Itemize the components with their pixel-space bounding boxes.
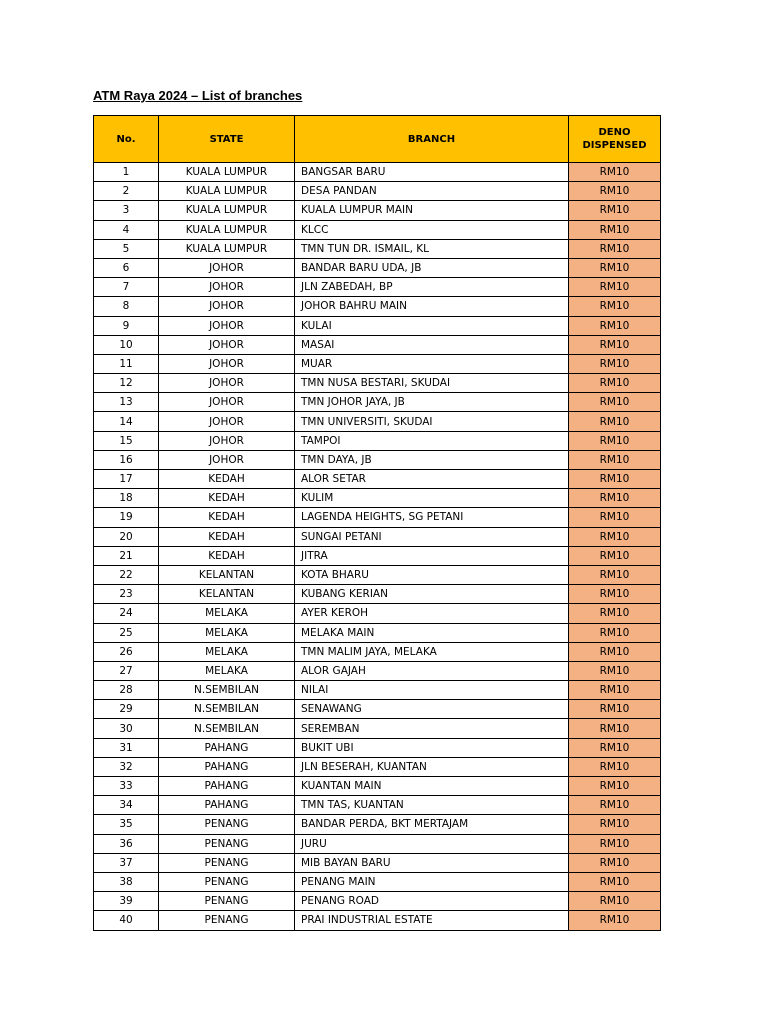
table-row	[94, 661, 661, 680]
cell-branch: SEREMBAN	[295, 719, 569, 738]
cell-branch: SUNGAI PETANI	[295, 527, 569, 546]
cell-branch: TMN TAS, KUANTAN	[295, 796, 569, 815]
cell-branch: BANDAR PERDA, BKT MERTAJAM	[295, 815, 569, 834]
table-row	[94, 278, 661, 297]
cell-deno: RM10	[569, 681, 661, 700]
cell-deno: RM10	[569, 374, 661, 393]
cell-state: JOHOR	[159, 278, 295, 297]
cell-no: 34	[94, 796, 159, 815]
table-header	[94, 116, 661, 163]
cell-state: MELAKA	[159, 661, 295, 680]
cell-state: JOHOR	[159, 431, 295, 450]
cell-branch: KUANTAN MAIN	[295, 777, 569, 796]
cell-deno: RM10	[569, 777, 661, 796]
cell-deno: RM10	[569, 700, 661, 719]
cell-no: 10	[94, 335, 159, 354]
cell-no: 8	[94, 297, 159, 316]
cell-no: 33	[94, 777, 159, 796]
cell-branch: BUKIT UBI	[295, 738, 569, 757]
table-row	[94, 297, 661, 316]
cell-branch: JLN ZABEDAH, BP	[295, 278, 569, 297]
table-row	[94, 757, 661, 776]
cell-deno: RM10	[569, 604, 661, 623]
cell-state: KUALA LUMPUR	[159, 220, 295, 239]
table-row	[94, 527, 661, 546]
cell-state: N.SEMBILAN	[159, 719, 295, 738]
cell-state: MELAKA	[159, 604, 295, 623]
cell-deno: RM10	[569, 585, 661, 604]
cell-deno: RM10	[569, 201, 661, 220]
cell-deno: RM10	[569, 470, 661, 489]
table-row	[94, 489, 661, 508]
table-row	[94, 892, 661, 911]
table-row	[94, 508, 661, 527]
cell-state: PAHANG	[159, 757, 295, 776]
cell-state: KUALA LUMPUR	[159, 239, 295, 258]
cell-state: JOHOR	[159, 450, 295, 469]
cell-no: 27	[94, 661, 159, 680]
table-row	[94, 796, 661, 815]
cell-branch: JLN BESERAH, KUANTAN	[295, 757, 569, 776]
cell-deno: RM10	[569, 565, 661, 584]
cell-branch: TMN TUN DR. ISMAIL, KL	[295, 239, 569, 258]
cell-branch: TMN MALIM JAYA, MELAKA	[295, 642, 569, 661]
table-row	[94, 585, 661, 604]
cell-state: JOHOR	[159, 316, 295, 335]
cell-no: 14	[94, 412, 159, 431]
cell-deno: RM10	[569, 316, 661, 335]
table-row	[94, 872, 661, 891]
header-row	[94, 116, 661, 163]
cell-deno: RM10	[569, 431, 661, 450]
cell-state: MELAKA	[159, 642, 295, 661]
cell-branch: TMN DAYA, JB	[295, 450, 569, 469]
cell-deno: RM10	[569, 508, 661, 527]
cell-state: N.SEMBILAN	[159, 700, 295, 719]
cell-branch: BANDAR BARU UDA, JB	[295, 258, 569, 277]
cell-deno: RM10	[569, 546, 661, 565]
cell-deno: RM10	[569, 623, 661, 642]
cell-no: 26	[94, 642, 159, 661]
cell-state: KUALA LUMPUR	[159, 201, 295, 220]
cell-deno: RM10	[569, 220, 661, 239]
branch-table	[93, 115, 661, 931]
cell-deno: RM10	[569, 450, 661, 469]
cell-deno: RM10	[569, 853, 661, 872]
cell-state: PAHANG	[159, 796, 295, 815]
cell-no: 1	[94, 163, 159, 182]
table-row	[94, 911, 661, 930]
cell-no: 13	[94, 393, 159, 412]
cell-no: 30	[94, 719, 159, 738]
cell-deno: RM10	[569, 661, 661, 680]
cell-deno: RM10	[569, 489, 661, 508]
cell-state: JOHOR	[159, 412, 295, 431]
cell-state: PAHANG	[159, 777, 295, 796]
cell-branch: JITRA	[295, 546, 569, 565]
cell-no: 22	[94, 565, 159, 584]
table-row	[94, 604, 661, 623]
cell-branch: JOHOR BAHRU MAIN	[295, 297, 569, 316]
cell-state: KEDAH	[159, 470, 295, 489]
cell-state: JOHOR	[159, 354, 295, 373]
cell-state: JOHOR	[159, 374, 295, 393]
cell-deno: RM10	[569, 872, 661, 891]
table-row	[94, 546, 661, 565]
table-row	[94, 738, 661, 757]
cell-branch: MUAR	[295, 354, 569, 373]
cell-branch: PRAI INDUSTRIAL ESTATE	[295, 911, 569, 930]
table-row	[94, 853, 661, 872]
header-branch: BRANCH	[295, 116, 569, 163]
cell-state: JOHOR	[159, 258, 295, 277]
cell-no: 2	[94, 182, 159, 201]
cell-deno: RM10	[569, 354, 661, 373]
cell-no: 29	[94, 700, 159, 719]
cell-state: JOHOR	[159, 297, 295, 316]
cell-deno: RM10	[569, 527, 661, 546]
cell-state: KEDAH	[159, 508, 295, 527]
cell-branch: SENAWANG	[295, 700, 569, 719]
table-row	[94, 393, 661, 412]
cell-deno: RM10	[569, 911, 661, 930]
table-row	[94, 777, 661, 796]
cell-no: 36	[94, 834, 159, 853]
cell-no: 21	[94, 546, 159, 565]
cell-no: 35	[94, 815, 159, 834]
cell-deno: RM10	[569, 738, 661, 757]
cell-branch: AYER KEROH	[295, 604, 569, 623]
table-row	[94, 719, 661, 738]
cell-no: 12	[94, 374, 159, 393]
cell-state: KUALA LUMPUR	[159, 163, 295, 182]
cell-no: 5	[94, 239, 159, 258]
table-row	[94, 623, 661, 642]
cell-branch: MASAI	[295, 335, 569, 354]
cell-branch: KLCC	[295, 220, 569, 239]
cell-no: 31	[94, 738, 159, 757]
cell-state: PAHANG	[159, 738, 295, 757]
cell-deno: RM10	[569, 892, 661, 911]
table-row	[94, 834, 661, 853]
cell-branch: KOTA BHARU	[295, 565, 569, 584]
cell-no: 19	[94, 508, 159, 527]
cell-deno: RM10	[569, 757, 661, 776]
cell-deno: RM10	[569, 278, 661, 297]
cell-no: 6	[94, 258, 159, 277]
table-body	[94, 163, 661, 931]
cell-no: 38	[94, 872, 159, 891]
cell-no: 4	[94, 220, 159, 239]
cell-deno: RM10	[569, 182, 661, 201]
cell-branch: JURU	[295, 834, 569, 853]
cell-state: JOHOR	[159, 335, 295, 354]
cell-deno: RM10	[569, 815, 661, 834]
cell-branch: TMN NUSA BESTARI, SKUDAI	[295, 374, 569, 393]
table-row	[94, 700, 661, 719]
header-deno-dispensed: DENO DISPENSED	[569, 116, 661, 163]
cell-deno: RM10	[569, 258, 661, 277]
cell-no: 20	[94, 527, 159, 546]
cell-no: 9	[94, 316, 159, 335]
cell-state: PENANG	[159, 911, 295, 930]
document-title: ATM Raya 2024 – List of branches	[93, 88, 303, 103]
cell-no: 11	[94, 354, 159, 373]
cell-deno: RM10	[569, 834, 661, 853]
table-row	[94, 374, 661, 393]
table-row	[94, 201, 661, 220]
cell-no: 24	[94, 604, 159, 623]
cell-no: 23	[94, 585, 159, 604]
cell-deno: RM10	[569, 796, 661, 815]
cell-state: KELANTAN	[159, 565, 295, 584]
cell-no: 18	[94, 489, 159, 508]
cell-branch: MELAKA MAIN	[295, 623, 569, 642]
header-state: STATE	[159, 116, 295, 163]
cell-branch: LAGENDA HEIGHTS, SG PETANI	[295, 508, 569, 527]
cell-branch: PENANG MAIN	[295, 872, 569, 891]
cell-state: PENANG	[159, 872, 295, 891]
cell-no: 25	[94, 623, 159, 642]
cell-no: 40	[94, 911, 159, 930]
table-row	[94, 163, 661, 182]
cell-branch: KUBANG KERIAN	[295, 585, 569, 604]
table-row	[94, 354, 661, 373]
cell-state: KELANTAN	[159, 585, 295, 604]
table-row	[94, 220, 661, 239]
cell-no: 37	[94, 853, 159, 872]
cell-branch: DESA PANDAN	[295, 182, 569, 201]
table-row	[94, 470, 661, 489]
table-row	[94, 412, 661, 431]
cell-branch: MIB BAYAN BARU	[295, 853, 569, 872]
cell-branch: ALOR GAJAH	[295, 661, 569, 680]
table-row	[94, 182, 661, 201]
cell-no: 28	[94, 681, 159, 700]
cell-state: PENANG	[159, 892, 295, 911]
table-row	[94, 239, 661, 258]
cell-no: 15	[94, 431, 159, 450]
cell-state: PENANG	[159, 815, 295, 834]
table-row	[94, 565, 661, 584]
cell-no: 39	[94, 892, 159, 911]
table-row	[94, 815, 661, 834]
table-row	[94, 335, 661, 354]
cell-deno: RM10	[569, 163, 661, 182]
header-no: No.	[94, 116, 159, 163]
table-row	[94, 316, 661, 335]
cell-deno: RM10	[569, 335, 661, 354]
cell-no: 3	[94, 201, 159, 220]
cell-deno: RM10	[569, 297, 661, 316]
cell-deno: RM10	[569, 239, 661, 258]
cell-deno: RM10	[569, 642, 661, 661]
cell-branch: KULAI	[295, 316, 569, 335]
cell-state: JOHOR	[159, 393, 295, 412]
cell-state: PENANG	[159, 834, 295, 853]
cell-deno: RM10	[569, 412, 661, 431]
cell-no: 32	[94, 757, 159, 776]
table-row	[94, 642, 661, 661]
cell-state: KEDAH	[159, 546, 295, 565]
cell-no: 17	[94, 470, 159, 489]
cell-branch: ALOR SETAR	[295, 470, 569, 489]
cell-branch: TMN UNIVERSITI, SKUDAI	[295, 412, 569, 431]
table-row	[94, 681, 661, 700]
cell-state: N.SEMBILAN	[159, 681, 295, 700]
cell-state: KUALA LUMPUR	[159, 182, 295, 201]
cell-branch: NILAI	[295, 681, 569, 700]
cell-branch: KUALA LUMPUR MAIN	[295, 201, 569, 220]
cell-state: PENANG	[159, 853, 295, 872]
cell-branch: PENANG ROAD	[295, 892, 569, 911]
cell-branch: BANGSAR BARU	[295, 163, 569, 182]
cell-state: KEDAH	[159, 527, 295, 546]
table-row	[94, 431, 661, 450]
table-row	[94, 450, 661, 469]
cell-state: MELAKA	[159, 623, 295, 642]
cell-branch: KULIM	[295, 489, 569, 508]
cell-no: 16	[94, 450, 159, 469]
cell-deno: RM10	[569, 719, 661, 738]
table-row	[94, 258, 661, 277]
cell-deno: RM10	[569, 393, 661, 412]
cell-branch: TMN JOHOR JAYA, JB	[295, 393, 569, 412]
cell-branch: TAMPOI	[295, 431, 569, 450]
cell-no: 7	[94, 278, 159, 297]
cell-state: KEDAH	[159, 489, 295, 508]
